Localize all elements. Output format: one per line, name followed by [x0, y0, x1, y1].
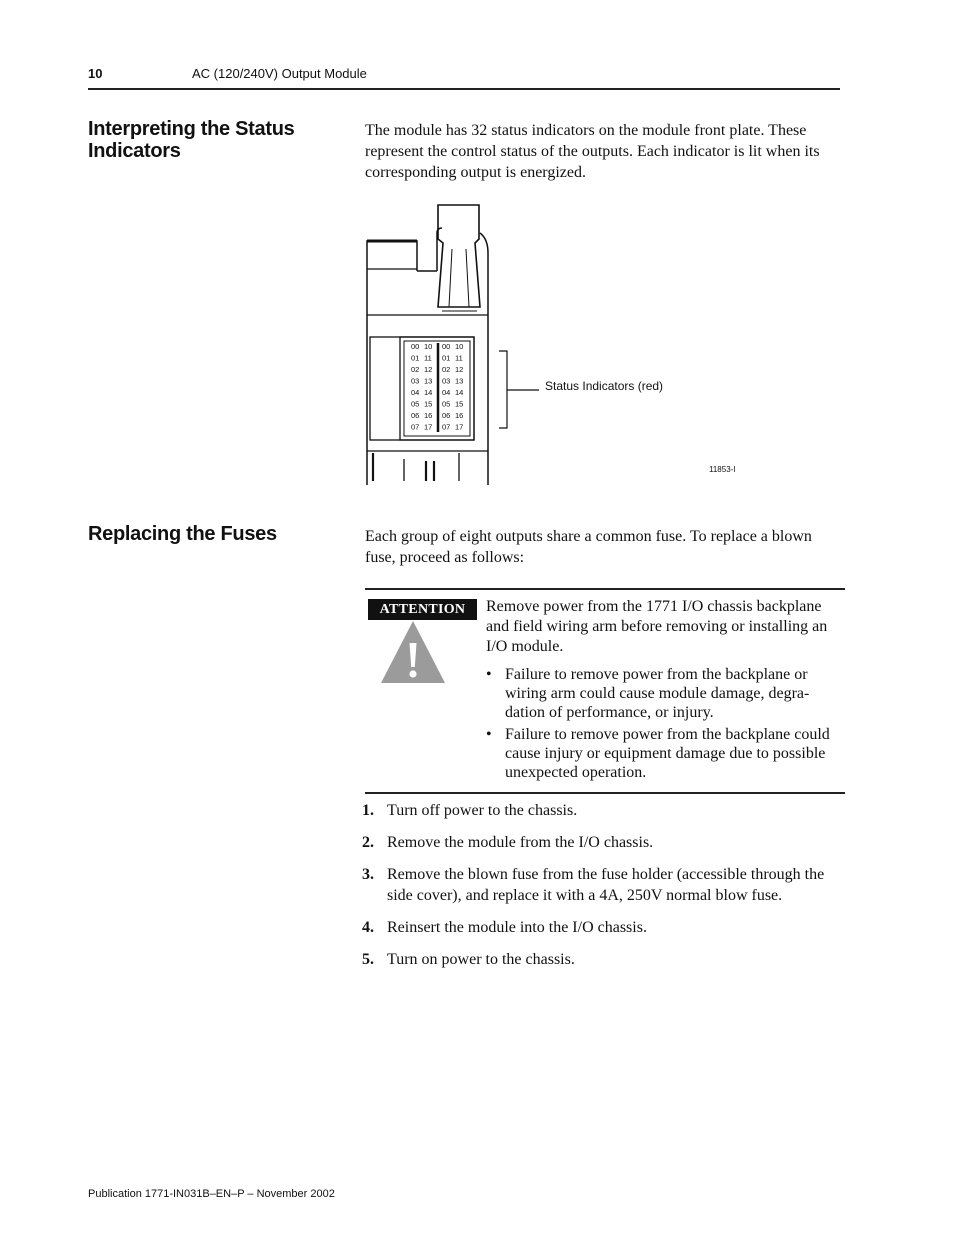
indicator-label: 17	[424, 422, 433, 432]
indicator-label: 04	[442, 388, 451, 397]
indicator-label: 07	[411, 422, 420, 432]
module-front-plate-figure	[362, 203, 762, 485]
indicator-label: 13	[424, 376, 433, 386]
indicator-label: 07	[442, 422, 451, 432]
attention-bullet-list	[486, 665, 841, 785]
indicator-label: 05	[442, 399, 451, 409]
indicator-label: 12	[424, 365, 433, 374]
step-item: 4. Reinsert the module into the I/O chassis.	[362, 919, 647, 936]
indicator-label: 14	[455, 388, 464, 397]
status-indicators-callout-label: Status Indicators (red)	[545, 379, 664, 393]
indicator-label: 00	[411, 342, 420, 351]
attention-badge: ATTENTION	[368, 599, 477, 620]
module-drawing	[362, 203, 762, 485]
section-heading-status-indicators: Interpreting the Status Indicators	[88, 118, 295, 162]
indicator-label: 12	[455, 365, 464, 374]
bullet-icon: •	[486, 726, 492, 743]
indicator-label: 03	[442, 376, 451, 386]
bullet-icon: •	[486, 666, 492, 683]
section-heading-replacing-fuses: Replacing the Fuses	[88, 523, 277, 545]
header-title: AC (120/240V) Output Module	[192, 66, 367, 81]
step-item: 1. Turn off power to the chassis.	[362, 802, 578, 819]
indicator-label: 15	[424, 399, 433, 409]
indicator-label: 11	[455, 353, 463, 363]
indicator-label: 14	[424, 388, 433, 397]
attention-bullet: • Failure to remove power from the backplane could cause injury or equipment damage due to possible unexpected operation.	[486, 726, 830, 781]
indicator-label: 17	[455, 422, 464, 432]
page-header	[88, 66, 840, 90]
replacing-fuses-paragraph: Each group of eight outputs share a common fuse. To replace a blown fuse, proceed as follows:	[365, 528, 812, 566]
indicator-label: 04	[411, 388, 420, 397]
indicator-label: 01	[442, 353, 451, 363]
step-item: 5. Turn on power to the chassis.	[362, 951, 575, 968]
indicator-label: 15	[455, 399, 464, 409]
indicator-label: 16	[455, 411, 464, 420]
indicator-label: 02	[442, 365, 451, 374]
indicator-label: 03	[411, 376, 420, 386]
step-item: 3. Remove the blown fuse from the fuse holder (accessible through the side cover), and replace it with a 4A, 250V normal blow fuse.	[362, 866, 825, 904]
attention-main-text: Remove power from the 1771 I/O chassis backplane and field wiring arm before removing or installing an I/O module.	[486, 598, 828, 655]
indicator-label: 06	[411, 411, 420, 420]
fuse-replacement-steps	[362, 800, 847, 981]
indicator-label: 11	[424, 353, 432, 363]
indicator-label: 10	[455, 342, 464, 351]
page-number: 10	[88, 66, 103, 81]
status-indicators-paragraph: The module has 32 status indicators on the module front plate. These represent the control status of the outputs. Each indicator is lit when its corresponding output is energized.	[365, 122, 820, 181]
attention-bullet: • Failure to remove power from the backplane or wiring arm could cause module damage, degra-dation of performance, or injury.	[486, 666, 810, 721]
indicator-label: 10	[424, 342, 433, 351]
indicator-label: 02	[411, 365, 420, 374]
indicator-label: 01	[411, 353, 420, 363]
attention-box	[365, 588, 845, 794]
indicator-label: 00	[442, 342, 451, 351]
indicator-label: 16	[424, 411, 433, 420]
indicator-label: 13	[455, 376, 464, 386]
indicator-label: 06	[442, 411, 451, 420]
indicator-label: 05	[411, 399, 420, 409]
footer-publication: Publication 1771-IN031B–EN–P – November 2002	[88, 1188, 335, 1200]
warning-triangle-icon	[379, 619, 447, 685]
step-item: 2. Remove the module from the I/O chassis.	[362, 834, 654, 851]
figure-id: 11853-I	[709, 465, 736, 474]
